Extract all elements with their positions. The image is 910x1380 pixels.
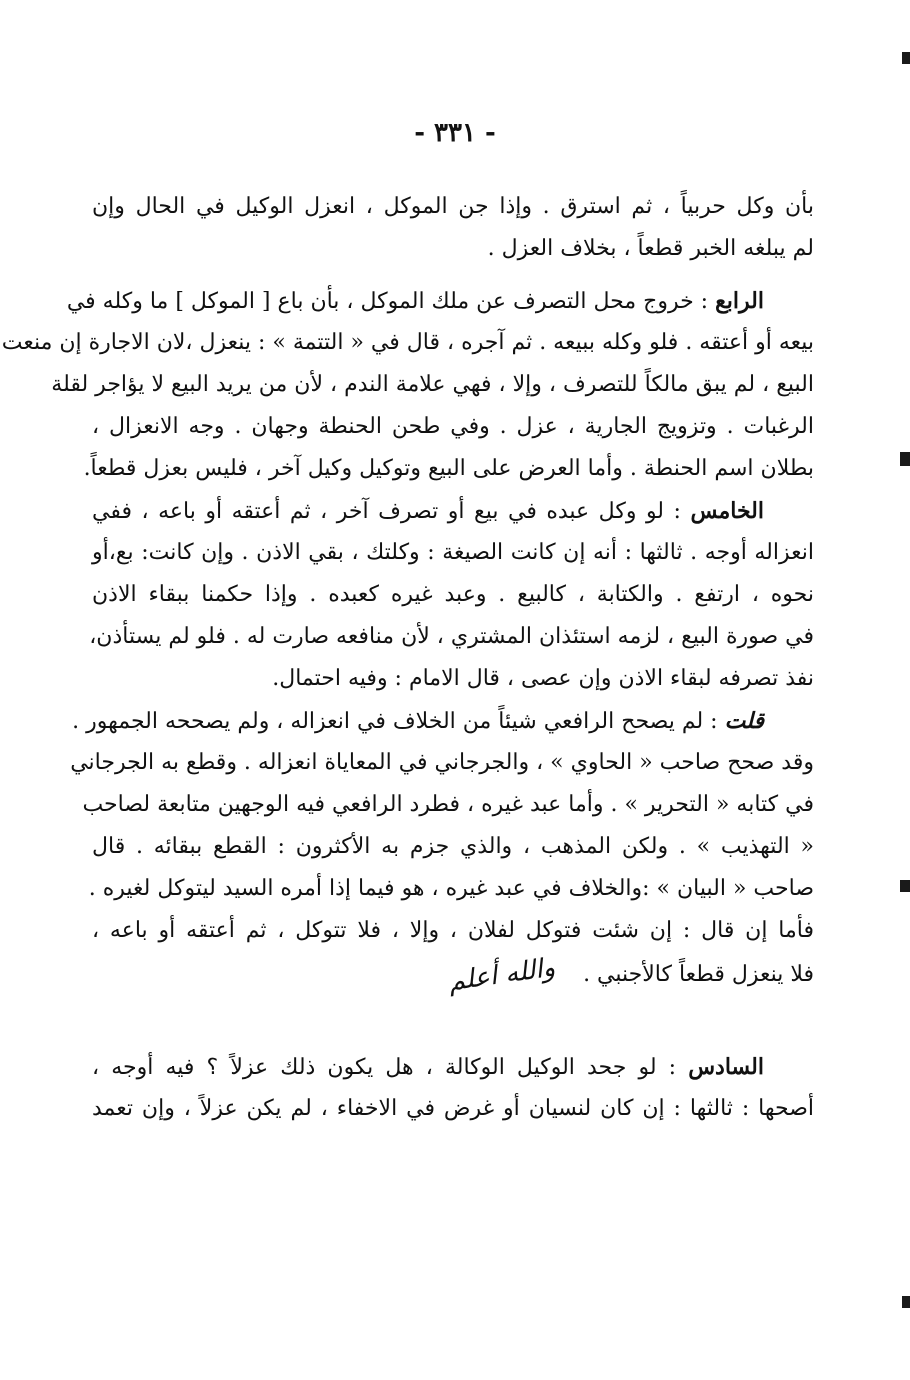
text-line bbox=[92, 574, 814, 616]
line-text: صاحب « البيان » :والخلاف في عبد غيره ، هو فيما إذا أمره السيد ليتوكل لغيره . bbox=[88, 876, 814, 901]
line-text: بيعه أو أعتقه . فلو وكله ببيعه . ثم آجره ، قال في « التتمة » : ينعزل ،لان الاجارة إن منعت bbox=[1, 330, 814, 355]
text-line bbox=[82, 784, 814, 826]
line-text: : لم يصحح الرافعي شيئاً من الخلاف في انعزاله ، ولم يصححه الجمهور . bbox=[72, 709, 725, 734]
text-line bbox=[92, 532, 814, 574]
line-text: : لو وكل عبده في بيع أو تصرف آخر ، ثم أعتقه أو باعه ، ففي bbox=[92, 499, 691, 524]
text-line bbox=[51, 364, 814, 406]
text-line bbox=[92, 1088, 814, 1130]
margin-mark bbox=[900, 452, 910, 466]
text-line bbox=[92, 490, 814, 532]
line-text: انعزاله أوجه . ثالثها : أنه إن كانت الصيغة : وكلتك ، بقي الاذن . وإن كانت: بع،أو bbox=[92, 540, 814, 565]
line-text: : لو جحد الوكيل الوكالة ، هل يكون ذلك عزلاً ؟ فيه أوجه ، bbox=[92, 1055, 689, 1080]
line-text: بأن وكل حربياً ، ثم استرق . وإذا جن الموكل ، انعزل الوكيل في الحال وإن bbox=[92, 194, 814, 219]
text-line bbox=[88, 868, 814, 910]
line-text: « التهذيب » . ولكن المذهب ، والذي جزم به الأكثرون : القطع ببقائه . قال bbox=[92, 834, 814, 859]
text-line bbox=[70, 742, 814, 784]
page-body bbox=[1, 186, 814, 1306]
line-text: فلا ينعزل قطعاً كالأجنبي . bbox=[583, 962, 814, 987]
line-text: وقد صحح صاحب « الحاوي » ، والجرجاني في المعاياة انعزاله . وقطع به الجرجاني bbox=[70, 750, 814, 775]
text-line bbox=[92, 952, 814, 998]
text-line bbox=[92, 826, 814, 868]
line-text: نحوه ، ارتفع . والكتابة ، كالبيع . وعبد غيره كعبده . وإذا حكمنا ببقاء الاذن bbox=[92, 582, 814, 607]
line-text: في كتابه « التحرير » . وأما عبد غيره ، فطرد الرافعي فيه الوجهين متابعة لصاحب bbox=[82, 792, 814, 817]
margin-mark bbox=[900, 880, 910, 892]
line-text: فأما إن قال : إن شئت فتوكل لفلان ، وإلا ، فلا تتوكل ، ثم أعتقه أو باعه ، bbox=[92, 918, 814, 943]
closing-phrase: والله أعلم bbox=[446, 952, 557, 998]
line-text: لم يبلغه الخبر قطعاً ، بخلاف العزل . bbox=[487, 236, 814, 261]
paragraph-gap bbox=[92, 270, 814, 280]
text-line bbox=[92, 228, 814, 270]
section-lead: الخامس bbox=[690, 498, 764, 524]
text-line bbox=[92, 658, 814, 700]
text-line bbox=[92, 1046, 814, 1088]
section-lead: قلت bbox=[724, 708, 764, 734]
page-number: - ٣٣١ - bbox=[414, 118, 496, 148]
text-line bbox=[83, 448, 814, 490]
text-line bbox=[72, 700, 814, 742]
section-lead: الرابع bbox=[715, 288, 764, 314]
text-line bbox=[92, 186, 814, 228]
line-text: بطلان اسم الحنطة . وأما العرض على البيع وتوكيل وكيل آخر ، فليس بعزل قطعاً. bbox=[83, 456, 814, 481]
text-line bbox=[1, 322, 814, 364]
line-text: الرغبات . وتزويج الجارية ، عزل . وفي طحن الحنطة وجهان . وجه الانعزال ، bbox=[92, 414, 814, 439]
line-text: في صورة البيع ، لزمه استئذان المشتري ، لأن منافعه صارت له . فلو لم يستأذن، bbox=[89, 624, 814, 649]
text-line bbox=[89, 616, 814, 658]
line-text: : خروج محل التصرف عن ملك الموكل ، بأن باع [ الموكل ] ما وكله في bbox=[66, 289, 716, 314]
text-line bbox=[92, 406, 814, 448]
line-text: البيع ، لم يبق مالكاً للتصرف ، وإلا ، فهي علامة الندم ، لأن من يريد البيع لا يؤاجر لقلة bbox=[51, 372, 814, 397]
section-lead: السادس bbox=[688, 1054, 764, 1080]
text-line bbox=[92, 910, 814, 952]
margin-mark bbox=[902, 1296, 910, 1308]
line-text: أصحها : ثالثها : إن كان لنسيان أو غرض في الاخفاء ، لم يكن عزلاً ، وإن تعمد bbox=[92, 1096, 814, 1121]
text-line bbox=[66, 280, 814, 322]
margin-mark bbox=[902, 52, 910, 64]
line-text: نفذ تصرفه لبقاء الاذن وإن عصى ، قال الامام : وفيه احتمال. bbox=[272, 666, 814, 691]
